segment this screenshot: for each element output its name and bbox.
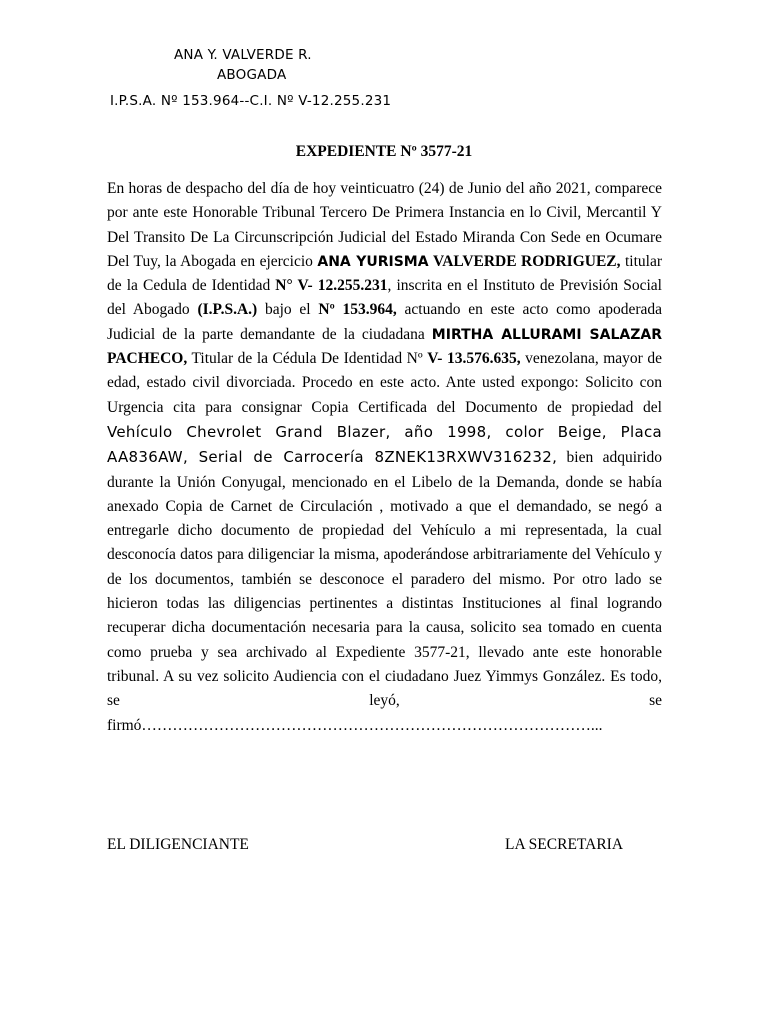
lawyer-surnames: VALVERDE RODRIGUEZ,	[433, 252, 621, 270]
body-text: Titular de la Cédula De Identidad Nº	[187, 350, 428, 368]
ipsa-abbreviation: (I.P.S.A.)	[197, 301, 258, 319]
ipsa-number: Nº 153.964,	[318, 301, 397, 319]
lawyer-id-number: N° V- 12.255.231	[275, 277, 388, 295]
signature-secretaria: LA SECRETARIA	[505, 836, 624, 853]
body-text: venezolana, mayor de edad, estado civil divorciada. Procedo en este acto. Ante usted expongo: Solicito con Urgencia cita para consignar Copia Certificada del Documento de propiedad del	[107, 350, 662, 416]
client-surname: PACHECO,	[107, 350, 188, 368]
body-text: , inscrita en el Instituto de Previsión Social del Abogado	[107, 277, 662, 319]
body-text: actuando en este acto como apoderada Judicial de la parte demandante de la ciudadana	[107, 301, 663, 343]
client-id-number: V- 13.576.635,	[427, 350, 521, 368]
document-body	[107, 177, 662, 738]
body-text: bien adquirido durante la Unión Conyugal, mencionado en el Libelo de la Demanda, donde se había anexado Copia de Carnet de Circulación , motivado a que el demandado, se negó a entregarle dicho documento de propiedad del Vehículo a mi representada, la cual desconocía datos para diligenciar la misma, apoderándose arbitrariamente del Vehículo y de los documentos, también se desconoce el paradero del mismo. Por otro lado se hicieron todas las diligencias pertinentes a distintas Instituciones al final logrando recuperar dicha documentación necesaria para la causa, solicito sea tomado en cuenta como prueba y sea archivado al Expediente 3577-21, llevado ante este honorable tribunal. A su vez solicito Audiencia con el ciudadano Juez Yimmys González. Es todo, se leyó, se firmó……………………………………………………………………………...	[107, 449, 663, 734]
body-text: En horas de despacho del día de hoy veinticuatro (24) de Junio del año 2021, comparece por ante este Honorable Tribunal Tercero De Primera Instancia en lo Civil, Mercantil Y Del Transito De La Circunscripción Judicial del Estado Miranda Con Sede en Ocumare Del Tuy, la Abogada en ejercicio	[107, 180, 662, 270]
lawyer-title: ABOGADA	[217, 67, 287, 83]
client-name: MIRTHA ALLURAMI SALAZAR	[431, 326, 662, 343]
vehicle-description: Vehículo Chevrolet Grand Blazer, año 1998, color Beige, Placa AA836AW, Serial de Carrocería 8ZNEK13RXWV316232,	[107, 422, 662, 467]
lawyer-name: ANA Y. VALVERDE R.	[174, 47, 312, 63]
document-title: EXPEDIENTE Nº 3577-21	[295, 143, 473, 160]
lawyer-registration-ids: I.P.S.A. Nº 153.964--C.I. Nº V-12.255.231	[110, 93, 392, 109]
lawyer-full-name: ANA YURISMA	[317, 253, 429, 270]
signature-diligenciante: EL DILIGENCIANTE	[107, 836, 249, 853]
body-text: bajo el	[257, 301, 319, 319]
body-text: titular de la Cedula de Identidad	[107, 252, 662, 295]
